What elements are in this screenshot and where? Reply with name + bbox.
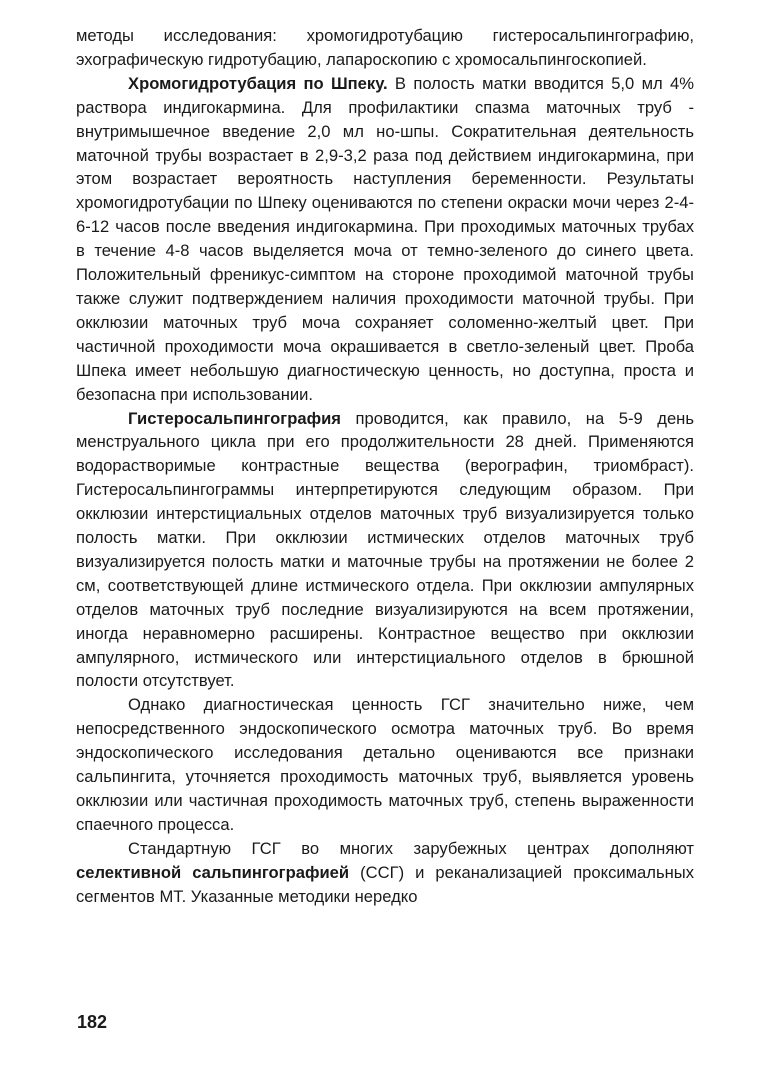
paragraph-chromohydrotubation-text: В полость матки вводится 5,0 мл 4% раствора индигокармина. Для профилактики спазма маточных труб - внутримышечное введение 2,0 мл но-шпы. Сократительная деятельность маточной трубы возрастает в 2,9-3,2 раза под действием индигокармина, при этом возрастает вероятность наступления беременности. Результаты хромогидротубации по Шпеку оцениваются по степени окраски мочи через 2-4-6-12 часов после введения индигокармина. При проходимых маточных трубах в течение 4-8 часов выделяется моча от темно-зеленого до синего цвета. Положительный френикус-симптом на стороне проходимой маточной трубы также служит подтверждением наличия проходимости маточной трубы. При окклюзии маточных труб моча сохраняет соломенно-желтый цвет. При частичной проходимости моча окрашивается в светло-зеленый цвет. Проба Шпека имеет небольшую диагностическую ценность, но доступна, проста и безопасна при использовании.: [76, 73, 695, 404]
paragraph-selective-salpingography-heading: селективной сальпингографией: [76, 862, 350, 882]
paragraph-hysterosalpingography: [76, 407, 694, 694]
paragraph-selective-salpingography-text: (ССГ) и реканализацией проксимальных сегментов МТ. Указанные методики нередко: [76, 862, 694, 906]
paragraph-hysterosalpingography-text: проводится, как правило, на 5-9 день менструального цикла при его продолжительности 28 дней. Применяются водорастворимые контрастные вещества (верографин, триомбраст). Гистеросальпингограммы интерпретируются следующим образом. При окклюзии интерстициальных отделов маточных труб визуализируется только полость матки. При окклюзии истмических отделов маточных труб визуализируется полость матки и маточные трубы на протяжении не более 2 см, соответствующей длине истмического отдела. При окклюзии ампулярных отделов маточных труб последние визуализируются на всем протяжении, иногда неравномерно расширены. Контрастное вещество при окклюзии ампулярного, истмического или интерстициального отделов в брюшной полости отсутствует.: [76, 408, 694, 691]
page-number: 182: [77, 1012, 108, 1032]
paragraph-chromohydrotubation: [76, 72, 694, 407]
paragraph-intro: [76, 24, 694, 72]
paragraph-chromohydrotubation-heading: Хромогидротубация по Шпеку.: [128, 73, 388, 93]
paragraph-intro-text: методы исследования: хромогидротубацию гистеросальпингографию, эхографическую гидротубацию, лапароскопию с хромосальпингоскопией.: [76, 26, 694, 69]
paragraph-selective-salpingography: [76, 837, 694, 909]
paragraph-hysterosalpingography-heading: Гистеросальпингография: [128, 408, 341, 428]
paragraph-selective-salpingography-pre: Стандартную ГСГ во многих зарубежных центрах дополняют: [128, 838, 694, 858]
paragraph-hsg-value: [76, 693, 694, 836]
page-body: [76, 24, 694, 909]
paragraph-hsg-value-text: Однако диагностическая ценность ГСГ значительно ниже, чем непосредственного эндоскопического осмотра маточных труб. Во время эндоскопического исследования детально оцениваются все признаки сальпингита, уточняется проходимость маточных труб, выявляется уровень окклюзии или частичная проходимость маточных труб, степень выраженности спаечного процесса.: [76, 695, 694, 834]
